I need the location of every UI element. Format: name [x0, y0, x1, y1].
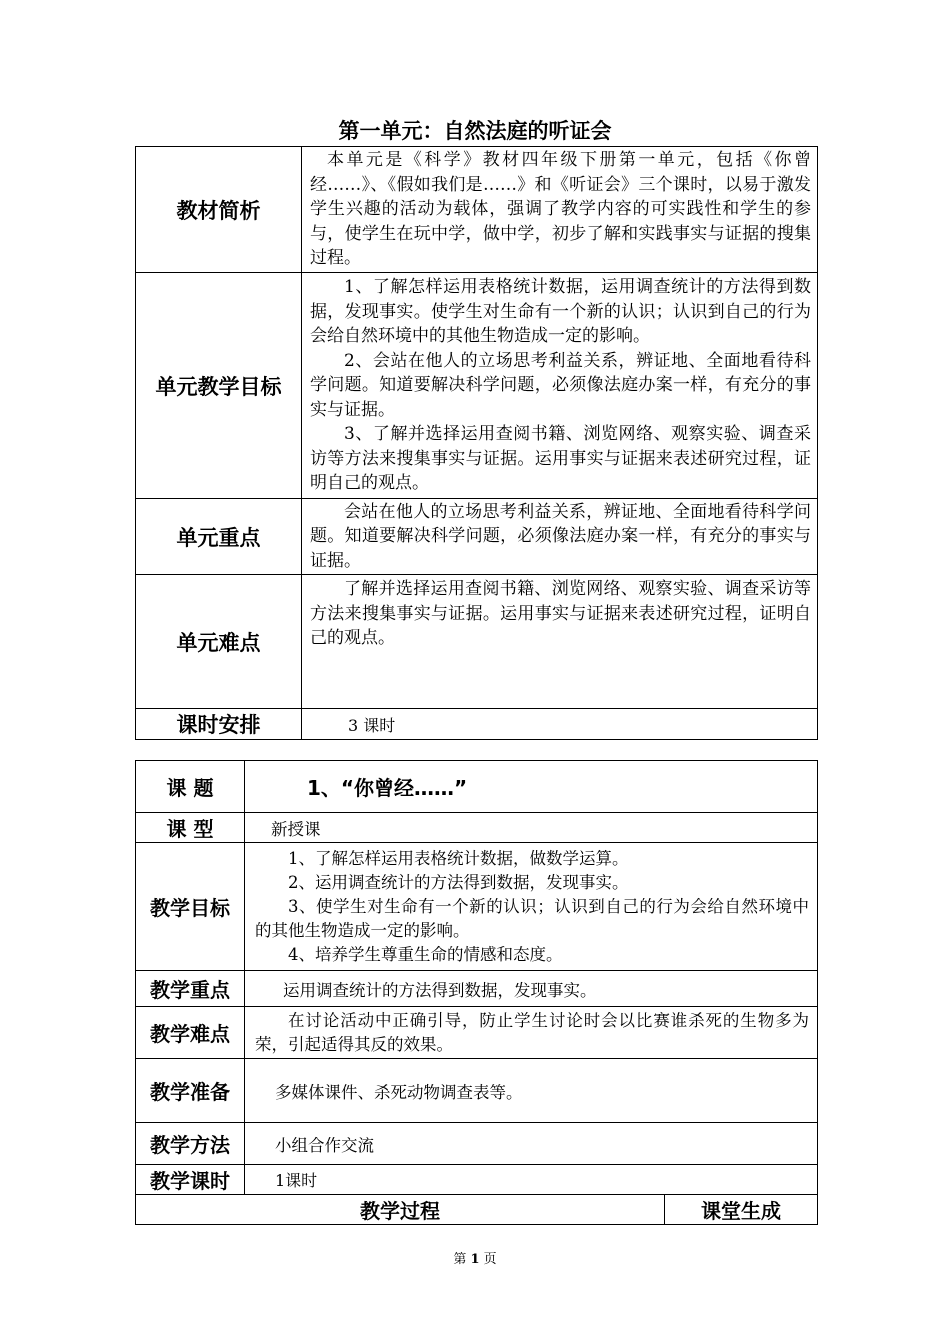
difficulty-label: 单元难点	[136, 575, 302, 709]
type-label: 课 型	[136, 813, 245, 843]
process-header-row	[136, 1195, 818, 1225]
topic-label: 课 题	[136, 761, 245, 813]
difficulty-row	[136, 1007, 818, 1059]
goal-item: 2、运用调查统计的方法得到数据，发现事实。	[288, 872, 629, 892]
topic-row	[136, 761, 818, 813]
lesson-table	[135, 760, 818, 1225]
hours-label: 课时安排	[136, 709, 302, 740]
hours-value: 3 课时	[302, 709, 818, 740]
hours-row	[136, 1165, 818, 1195]
unit-overview-table	[135, 146, 818, 740]
footer-suffix: 页	[483, 1252, 497, 1267]
goal-item: 3、使学生对生命有一个新的认识；认识到自己的行为会给自然环境中的其他生物造成一定的影响。	[255, 896, 809, 940]
goals-list	[245, 843, 818, 971]
type-row	[136, 813, 818, 843]
key-value: 运用调查统计的方法得到数据，发现事实。	[245, 971, 818, 1007]
prep-value: 多媒体课件、杀死动物调查表等。	[245, 1059, 818, 1123]
footer-prefix: 第	[453, 1252, 467, 1267]
hours-row	[136, 709, 818, 740]
goals-label: 教学目标	[136, 843, 245, 971]
page-footer	[0, 1248, 950, 1267]
outcome-header: 课堂生成	[665, 1195, 818, 1225]
unit-title: 第一单元：自然法庭的听证会	[338, 119, 612, 143]
difficulty-label: 教学难点	[136, 1007, 245, 1059]
goals-row	[136, 273, 818, 499]
prep-row	[136, 1059, 818, 1123]
analysis-text: 本单元是《科学》教材四年级下册第一单元，包括《你曾经……》、《假如我们是……》和《听证会》三个课时，以易于激发学生兴趣的活动为载体，强调了教学内容的可实践性和学生的参与，使学生在玩中学，做中学，初步了解和实践事实与证据的搜集过程。	[302, 147, 818, 273]
hours-label: 教学课时	[136, 1165, 245, 1195]
difficulty-value: 在讨论活动中正确引导，防止学生讨论时会以比赛谁杀死的生物多为荣，引起适得其反的效果。	[245, 1007, 818, 1059]
analysis-label: 教材简析	[136, 147, 302, 273]
type-value: 新授课	[245, 813, 818, 843]
key-row	[136, 499, 818, 575]
topic-value: 1、“你曾经……”	[245, 761, 818, 813]
goal-paragraph: 1、了解怎样运用表格统计数据，运用调查统计的方法得到数据，发现事实。使学生对生命有一个新的认识；认识到自己的行为会给自然环境中的其他生物造成一定的影响。	[310, 277, 811, 347]
goal-item: 1、了解怎样运用表格统计数据，做数学运算。	[288, 848, 629, 868]
goal-paragraph: 2、会站在他人的立场思考利益关系，辨证地、全面地看待科学问题。知道要解决科学问题，必须像法庭办案一样，有充分的事实与证据。	[310, 350, 811, 420]
difficulty-row	[136, 575, 818, 709]
key-row	[136, 971, 818, 1007]
key-label: 单元重点	[136, 499, 302, 575]
goal-paragraph: 3、了解并选择运用查阅书籍、浏览网络、观察实验、调查采访等方法来搜集事实与证据。运用事实与证据来表述研究过程，证明自己的观点。	[310, 424, 811, 494]
analysis-row	[136, 147, 818, 273]
goals-row	[136, 843, 818, 971]
key-label: 教学重点	[136, 971, 245, 1007]
key-text: 会站在他人的立场思考利益关系，辨证地、全面地看待科学问题。知道要解决科学问题，必须像法庭办案一样，有充分的事实与证据。	[302, 499, 818, 575]
difficulty-text: 了解并选择运用查阅书籍、浏览网络、观察实验、调查采访等方法来搜集事实与证据。运用事实与证据来表述研究过程，证明自己的观点。	[302, 575, 818, 709]
method-label: 教学方法	[136, 1123, 245, 1165]
goals-label: 单元教学目标	[136, 273, 302, 499]
goals-text	[302, 273, 818, 499]
goal-item: 4、培养学生尊重生命的情感和态度。	[288, 944, 563, 964]
page-number: 1	[470, 1252, 480, 1267]
prep-label: 教学准备	[136, 1059, 245, 1123]
method-row	[136, 1123, 818, 1165]
method-value: 小组合作交流	[245, 1123, 818, 1165]
process-header: 教学过程	[136, 1195, 665, 1225]
hours-value: 1课时	[245, 1165, 818, 1195]
